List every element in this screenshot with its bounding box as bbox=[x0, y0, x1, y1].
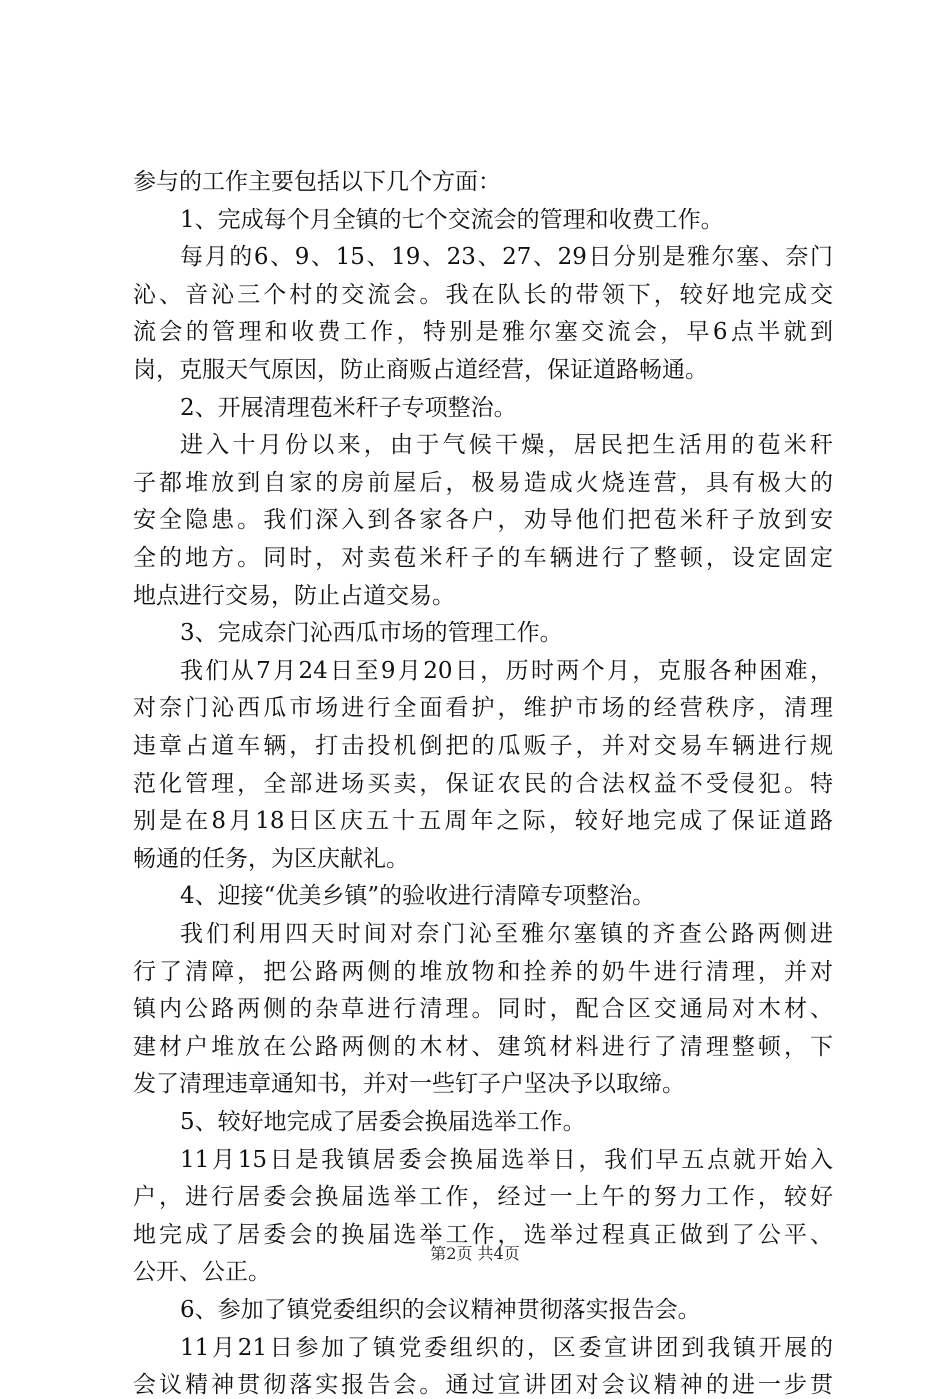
text-line: 流会的管理和收费工作，特别是雅尔塞交流会，早6点半就到 bbox=[133, 319, 833, 346]
text-line: 安全隐患。我们深入到各家各户，劝导他们把苞米秆子放到安 bbox=[133, 507, 833, 534]
text-line: 地完成了居委会的换届选举工作，选举过程真正做到了公平、 bbox=[133, 1221, 833, 1248]
text-line: 我们利用四天时间对奈门沁至雅尔塞镇的齐查公路两侧进 bbox=[180, 921, 833, 947]
text-line: 畅通的任务，为区庆献礼。 bbox=[133, 845, 409, 872]
text-line: 2、开展清理苞米秆子专项整治。 bbox=[180, 394, 517, 421]
text-line: 对奈门沁西瓜市场进行全面看护，维护市场的经营秩序，清理 bbox=[133, 695, 833, 722]
text-line: 沁、音沁三个村的交流会。我在队长的带领下，较好地完成交 bbox=[133, 281, 833, 308]
text-line: 每月的6、9、15、19、23、27、29日分别是雅尔塞、奈门 bbox=[180, 244, 833, 271]
page-footer: 第2页 共4页 bbox=[430, 1244, 520, 1263]
text-line: 发了清理违章通知书，并对一些钉子户坚决予以取缔。 bbox=[133, 1071, 685, 1098]
text-line: 违章占道车辆，打击投机倒把的瓜贩子，并对交易车辆进行规 bbox=[133, 733, 833, 759]
text-line: 岗，克服天气原因，防止商贩占道经营，保证道路畅通。 bbox=[133, 357, 708, 383]
text-line: 参与的工作主要包括以下几个方面： bbox=[133, 169, 501, 195]
text-line: 建材户堆放在公路两侧的木材、建筑材料进行了清理整顿，下 bbox=[133, 1033, 833, 1060]
text-line: 进入十月份以来，由于气候干燥，居民把生活用的苞米秆 bbox=[180, 432, 833, 459]
text-line: 5、较好地完成了居委会换届选举工作。 bbox=[180, 1109, 586, 1135]
text-line: 公开、公正。 bbox=[133, 1259, 271, 1286]
text-line: 行了清障，把公路两侧的堆放物和拴养的奶牛进行清理，并对 bbox=[133, 958, 833, 985]
text-line: 11月15日是我镇居委会换届选举日，我们早五点就开始入 bbox=[180, 1146, 833, 1173]
text-line: 子都堆放到自家的房前屋后，极易造成火烧连营，具有极大的 bbox=[133, 469, 833, 496]
text-line: 会议精神贯彻落实报告会。通过宣讲团对会议精神的进一步贯 bbox=[133, 1372, 833, 1399]
text-line: 地点进行交易，防止占道交易。 bbox=[133, 582, 455, 609]
text-line: 别是在8月18日区庆五十五周年之际，较好地完成了保证道路 bbox=[133, 808, 833, 835]
text-line: 11月21日参加了镇党委组织的，区委宣讲团到我镇开展的 bbox=[180, 1334, 833, 1361]
text-line: 我们从7月24日至9月20日，历时两个月，克服各种困难， bbox=[180, 657, 833, 684]
text-line: 6、参加了镇党委组织的会议精神贯彻落实报告会。 bbox=[180, 1297, 701, 1323]
text-line: 1、完成每个月全镇的七个交流会的管理和收费工作。 bbox=[180, 206, 724, 233]
text-line: 3、完成奈门沁西瓜市场的管理工作。 bbox=[180, 620, 563, 647]
text-line: 4、迎接“优美乡镇”的验收进行清障专项整治。 bbox=[180, 883, 656, 910]
text-line: 范化管理，全部进场买卖，保证农民的合法权益不受侵犯。特 bbox=[133, 770, 833, 797]
text-line: 户，进行居委会换届选举工作，经过一上午的努力工作，较好 bbox=[133, 1184, 833, 1211]
text-line: 全的地方。同时，对卖苞米秆子的车辆进行了整顿，设定固定 bbox=[133, 545, 833, 571]
text-line: 镇内公路两侧的杂草进行清理。同时，配合区交通局对木材、 bbox=[133, 996, 833, 1023]
